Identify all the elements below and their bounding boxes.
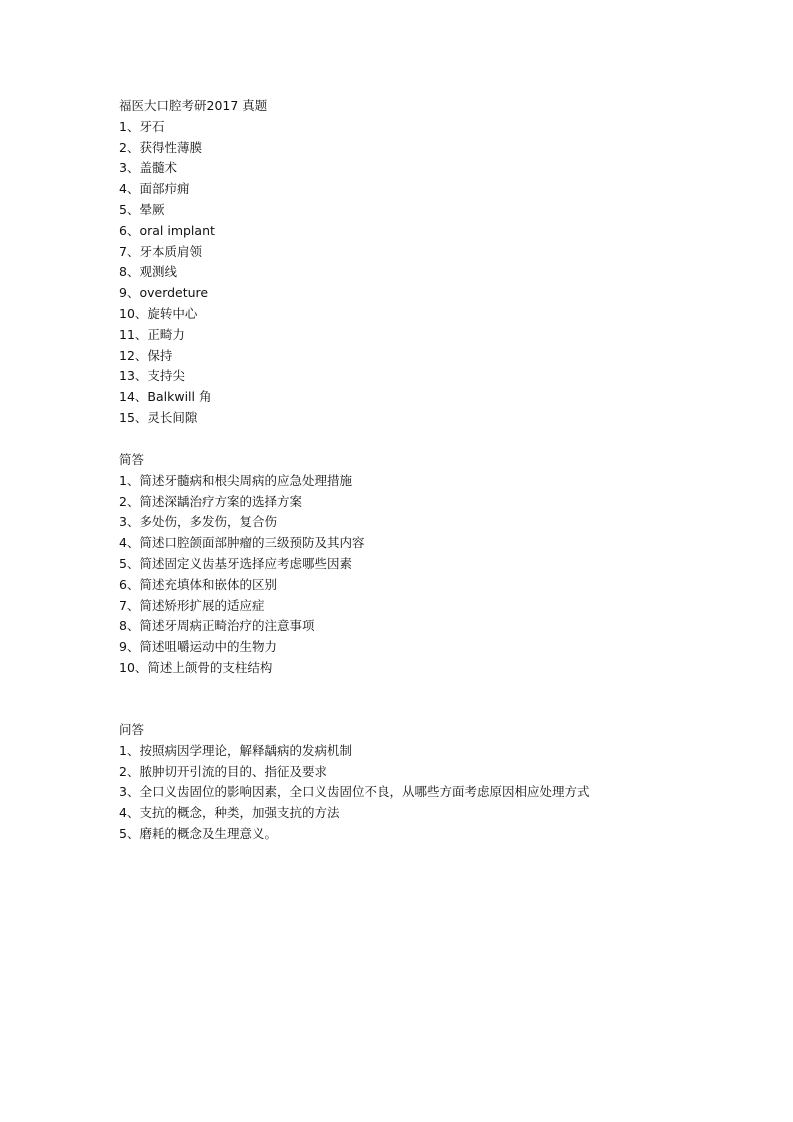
short-item: 5、简述固定义齿基牙选择应考虑哪些因素 <box>119 555 352 571</box>
short-item: 9、简述咀嚼运动中的生物力 <box>119 639 277 655</box>
short-answer-heading: 简答 <box>119 452 145 467</box>
essay-item: 1、按照病因学理论，解释龋病的发病机制 <box>119 742 352 758</box>
essay-item: 3、全口义齿固位的影响因素，全口义齿固位不良，从哪些方面考虑原因相应处理方式 <box>119 784 590 800</box>
terms-section <box>119 96 267 429</box>
short-item: 6、简述充填体和嵌体的区别 <box>119 576 277 592</box>
short-item: 1、简述牙髓病和根尖周病的应急处理措施 <box>119 472 352 488</box>
terms-item: 5、晕厥 <box>119 201 165 217</box>
short-item: 10、简述上颌骨的支柱结构 <box>119 659 273 675</box>
terms-item: 1、牙石 <box>119 118 165 134</box>
document-title: 福医大口腔考研2017 真题 <box>119 98 268 113</box>
terms-item: 10、旋转中心 <box>119 305 198 321</box>
terms-item: 7、牙本质肩领 <box>119 243 202 259</box>
terms-item: 14、Balkwill 角 <box>119 389 212 405</box>
terms-item: 3、盖髓术 <box>119 160 177 176</box>
terms-item: 6、oral implant <box>119 222 215 238</box>
short-item: 2、简述深龋治疗方案的选择方案 <box>119 493 302 509</box>
terms-item: 13、支持尖 <box>119 368 185 384</box>
terms-item: 15、灵长间隙 <box>119 409 198 425</box>
terms-item: 4、面部疖痈 <box>119 181 190 197</box>
short-answer-section <box>119 450 364 679</box>
terms-item: 12、保持 <box>119 347 173 363</box>
terms-item: 8、观测线 <box>119 264 177 280</box>
essay-heading: 问答 <box>119 722 145 737</box>
short-item: 7、简述矫形扩展的适应症 <box>119 597 265 613</box>
essay-item: 4、支抗的概念，种类，加强支抗的方法 <box>119 805 340 821</box>
terms-item: 9、overdeture <box>119 285 209 301</box>
essay-section <box>119 720 589 845</box>
terms-item: 2、获得性薄膜 <box>119 139 202 155</box>
short-item: 4、简述口腔颌面部肿瘤的三级预防及其内容 <box>119 535 365 551</box>
essay-item: 2、脓肿切开引流的目的、指征及要求 <box>119 763 327 779</box>
essay-item: 5、磨耗的概念及生理意义。 <box>119 825 277 841</box>
short-item: 8、简述牙周病正畸治疗的注意事项 <box>119 618 315 634</box>
terms-item: 11、正畸力 <box>119 326 185 342</box>
short-item: 3、多处伤，多发伤，复合伤 <box>119 514 277 530</box>
